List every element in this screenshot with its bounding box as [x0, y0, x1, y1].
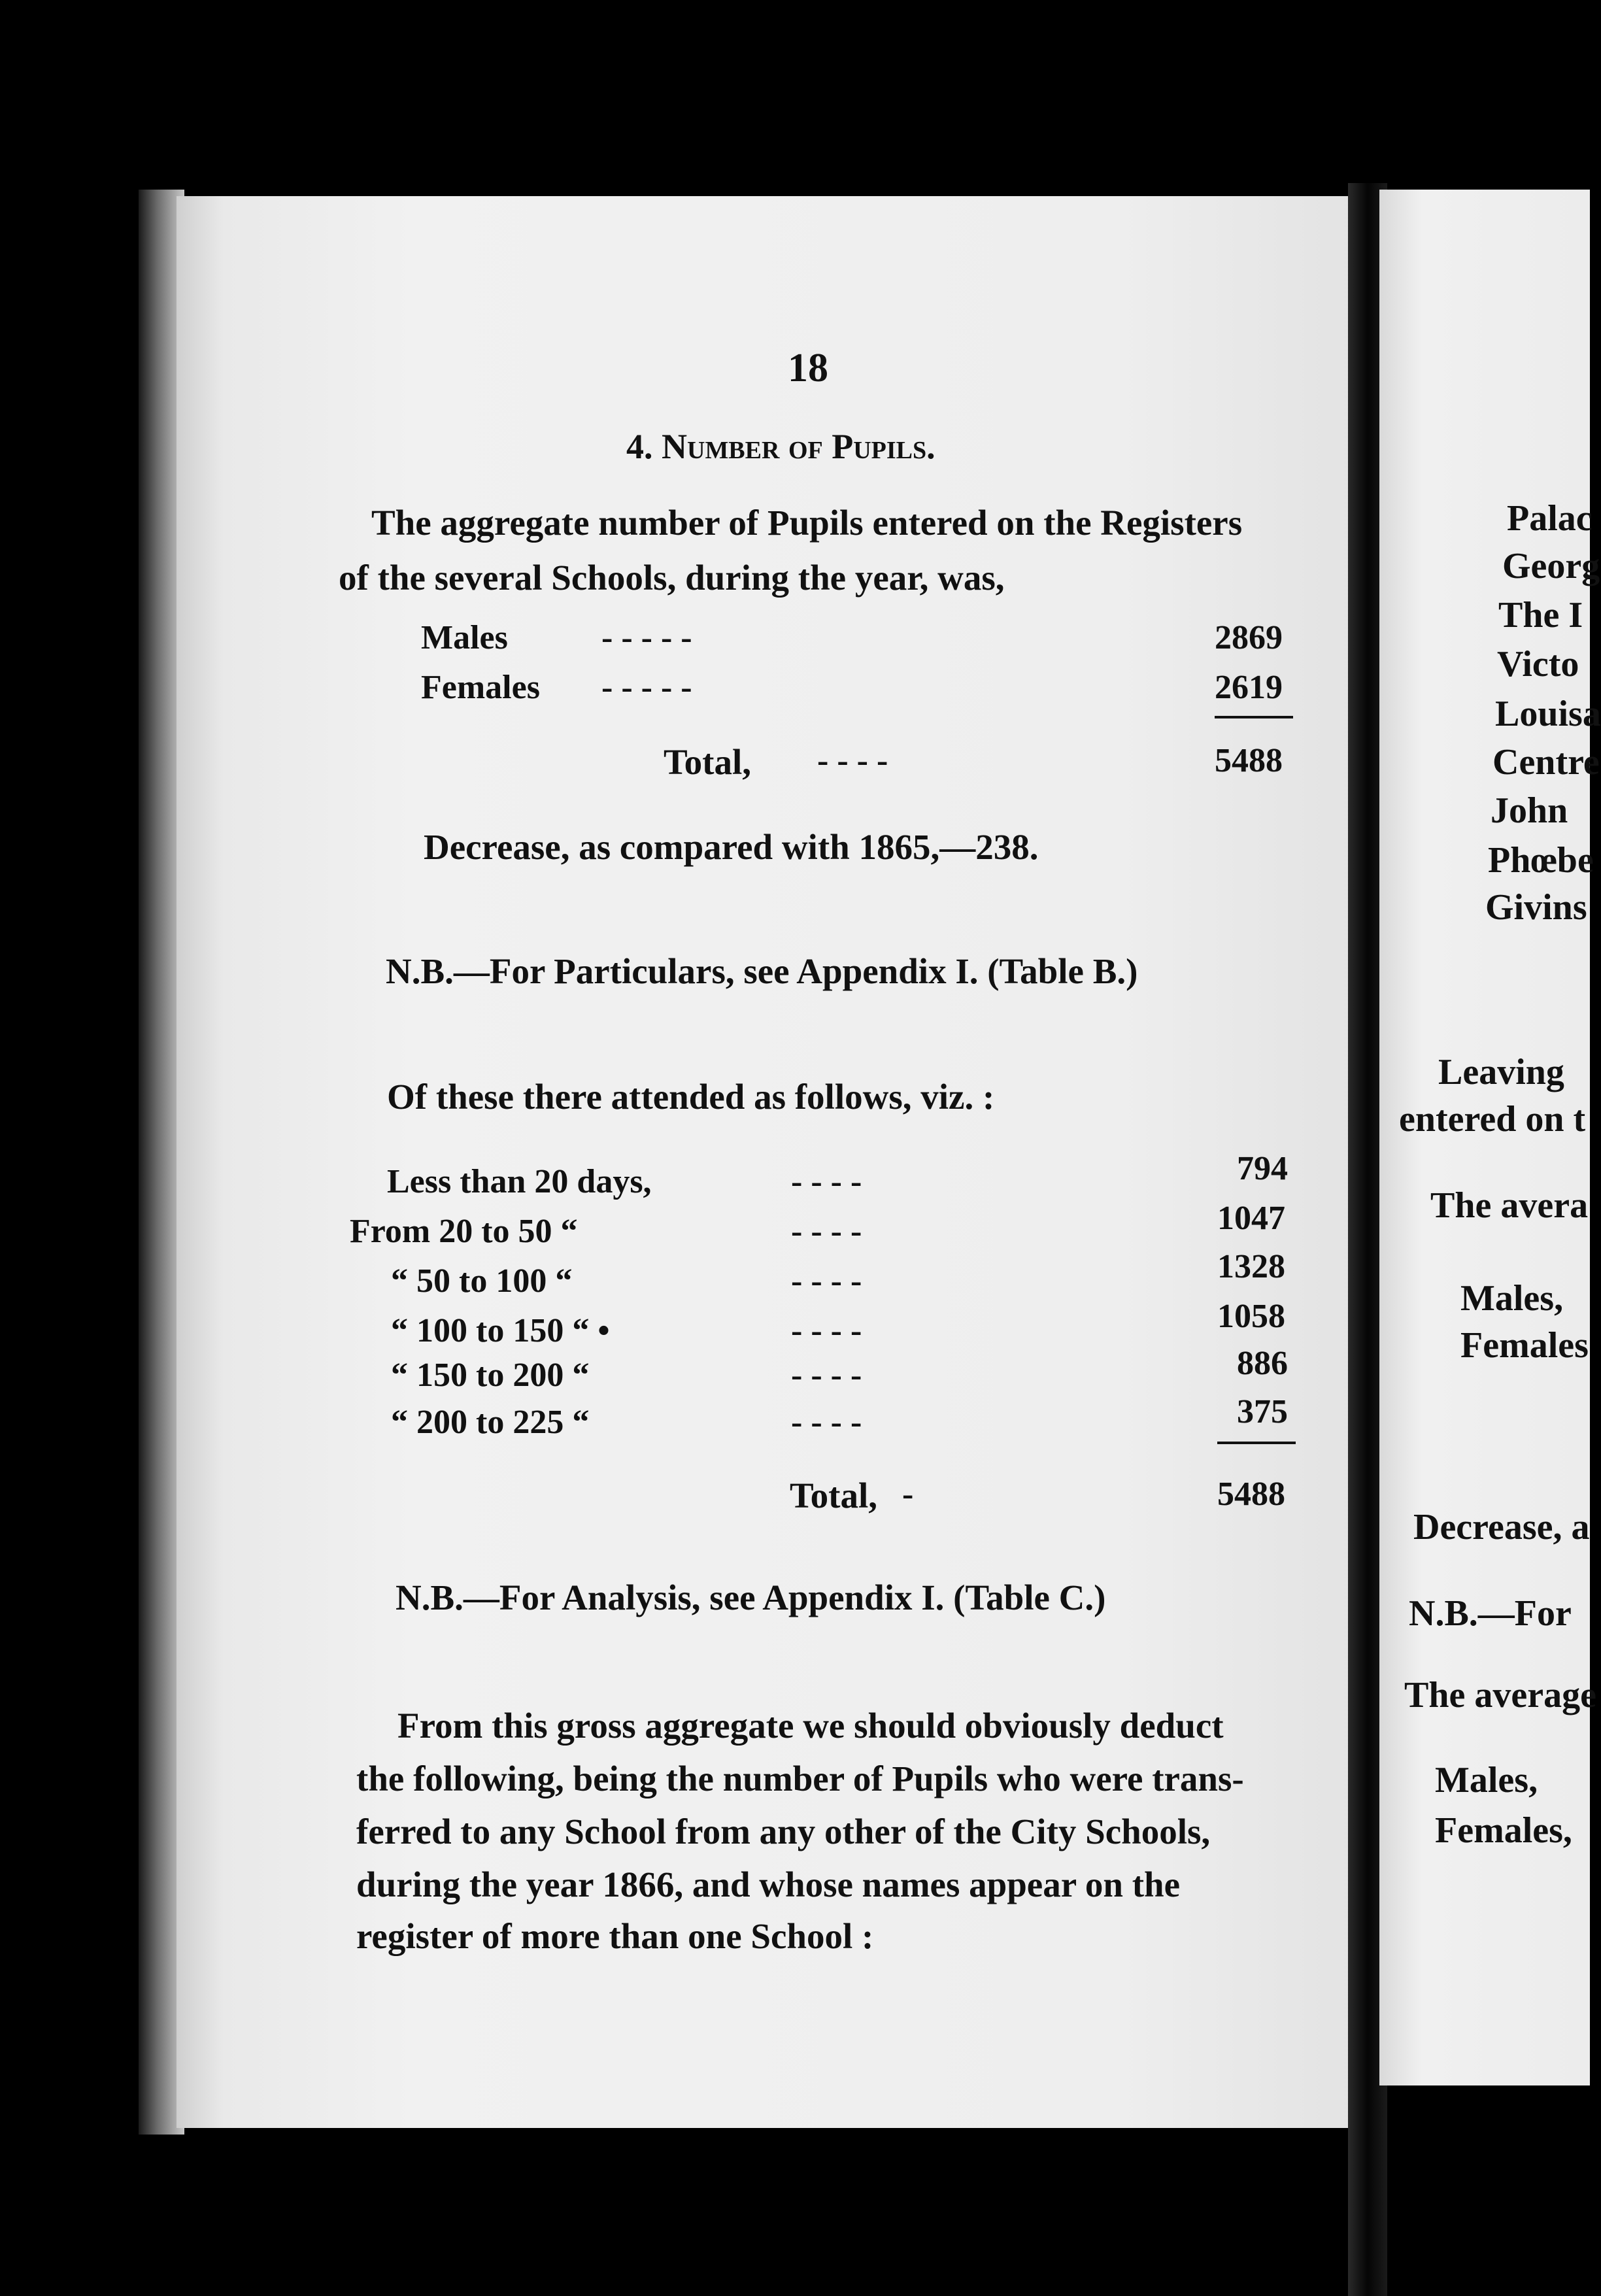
gender-total-rule: [1215, 716, 1293, 718]
females-label: Females: [421, 669, 540, 706]
attendance-value-4: 1058: [1217, 1298, 1285, 1335]
facing-fragment: Females,: [1435, 1810, 1572, 1851]
attendance-dashes-2: - - - -: [791, 1213, 862, 1250]
facing-fragment: Palac: [1507, 498, 1593, 539]
gender-total-value: 5488: [1215, 742, 1283, 779]
facing-fragment: Louisa: [1495, 694, 1601, 734]
section-heading: 4. Number of Pupils.: [626, 427, 935, 466]
facing-fragment: Males,: [1460, 1278, 1564, 1319]
facing-fragment: Leaving: [1438, 1052, 1564, 1092]
facing-fragment: John: [1491, 790, 1568, 831]
facing-fragment: The average: [1404, 1675, 1596, 1715]
attendance-label-1: Less than 20 days,: [387, 1163, 652, 1200]
facing-fragment: The avera: [1430, 1185, 1589, 1226]
facing-fragment: entered on t: [1399, 1099, 1586, 1140]
attendance-label-2: From 20 to 50 “: [350, 1213, 578, 1250]
gender-total-dashes: - - - -: [817, 742, 888, 779]
attendance-value-3: 1328: [1217, 1248, 1285, 1285]
attendance-dashes-5: - - - -: [791, 1357, 862, 1394]
decrease-line: Decrease, as compared with 1865,—238.: [424, 827, 1039, 867]
attendance-dashes-3: - - - -: [791, 1262, 862, 1300]
nb-particulars: N.B.—For Particulars, see Appendix I. (Table B.): [386, 951, 1138, 991]
attendance-total-label: Total,: [790, 1476, 877, 1515]
facing-fragment: Givins: [1485, 887, 1587, 928]
attendance-value-1: 794: [1237, 1150, 1288, 1187]
attendance-total-dashes: -: [902, 1476, 914, 1513]
attendance-total-rule: [1217, 1442, 1296, 1444]
males-value: 2869: [1215, 619, 1283, 656]
facing-fragment: The I: [1498, 595, 1583, 635]
attendance-label-4: “ 100 to 150 “ •: [391, 1312, 610, 1349]
facing-fragment: Males,: [1435, 1760, 1538, 1800]
females-dashes: - - - - -: [601, 669, 692, 706]
attendance-label-3: “ 50 to 100 “: [391, 1262, 573, 1300]
attendance-label-5: “ 150 to 200 “: [391, 1357, 590, 1394]
intro-line-1: The aggregate number of Pupils entered on the Registers: [371, 503, 1243, 543]
facing-fragment: Victo: [1497, 644, 1579, 684]
facing-fragment: Decrease, a: [1413, 1507, 1590, 1547]
facing-fragment: Georg: [1502, 546, 1600, 586]
paragraph-line-4: during the year 1866, and whose names appear on the: [356, 1865, 1181, 1904]
page-number: 18: [788, 346, 828, 390]
females-value: 2619: [1215, 669, 1283, 706]
paragraph-line-5: register of more than one School :: [356, 1916, 874, 1956]
facing-fragment: Phœbe: [1488, 840, 1594, 881]
paragraph-line-1: From this gross aggregate we should obviously deduct: [397, 1706, 1224, 1746]
attendance-total-value: 5488: [1217, 1476, 1285, 1513]
facing-fragment: N.B.—For: [1409, 1593, 1572, 1634]
males-dashes: - - - - -: [601, 619, 692, 656]
attendance-label-6: “ 200 to 225 “: [391, 1404, 590, 1441]
nb-analysis: N.B.—For Analysis, see Appendix I. (Table C.): [396, 1578, 1106, 1617]
attendance-value-2: 1047: [1217, 1200, 1285, 1237]
gender-total-label: Total,: [664, 742, 751, 782]
attendance-intro: Of these there attended as follows, viz. :: [387, 1077, 995, 1117]
attendance-value-6: 375: [1237, 1393, 1288, 1430]
facing-fragment: Females: [1460, 1325, 1589, 1366]
attendance-dashes-1: - - - -: [791, 1163, 862, 1200]
intro-line-2: of the several Schools, during the year, was,: [339, 558, 1005, 598]
paragraph-line-3: ferred to any School from any other of the City Schools,: [356, 1812, 1211, 1851]
attendance-value-5: 886: [1237, 1345, 1288, 1382]
attendance-dashes-6: - - - -: [791, 1404, 862, 1441]
facing-fragment: Centre: [1492, 742, 1600, 783]
paragraph-line-2: the following, being the number of Pupils who were trans-: [356, 1759, 1244, 1798]
males-label: Males: [421, 619, 508, 656]
attendance-dashes-4: - - - -: [791, 1312, 862, 1349]
